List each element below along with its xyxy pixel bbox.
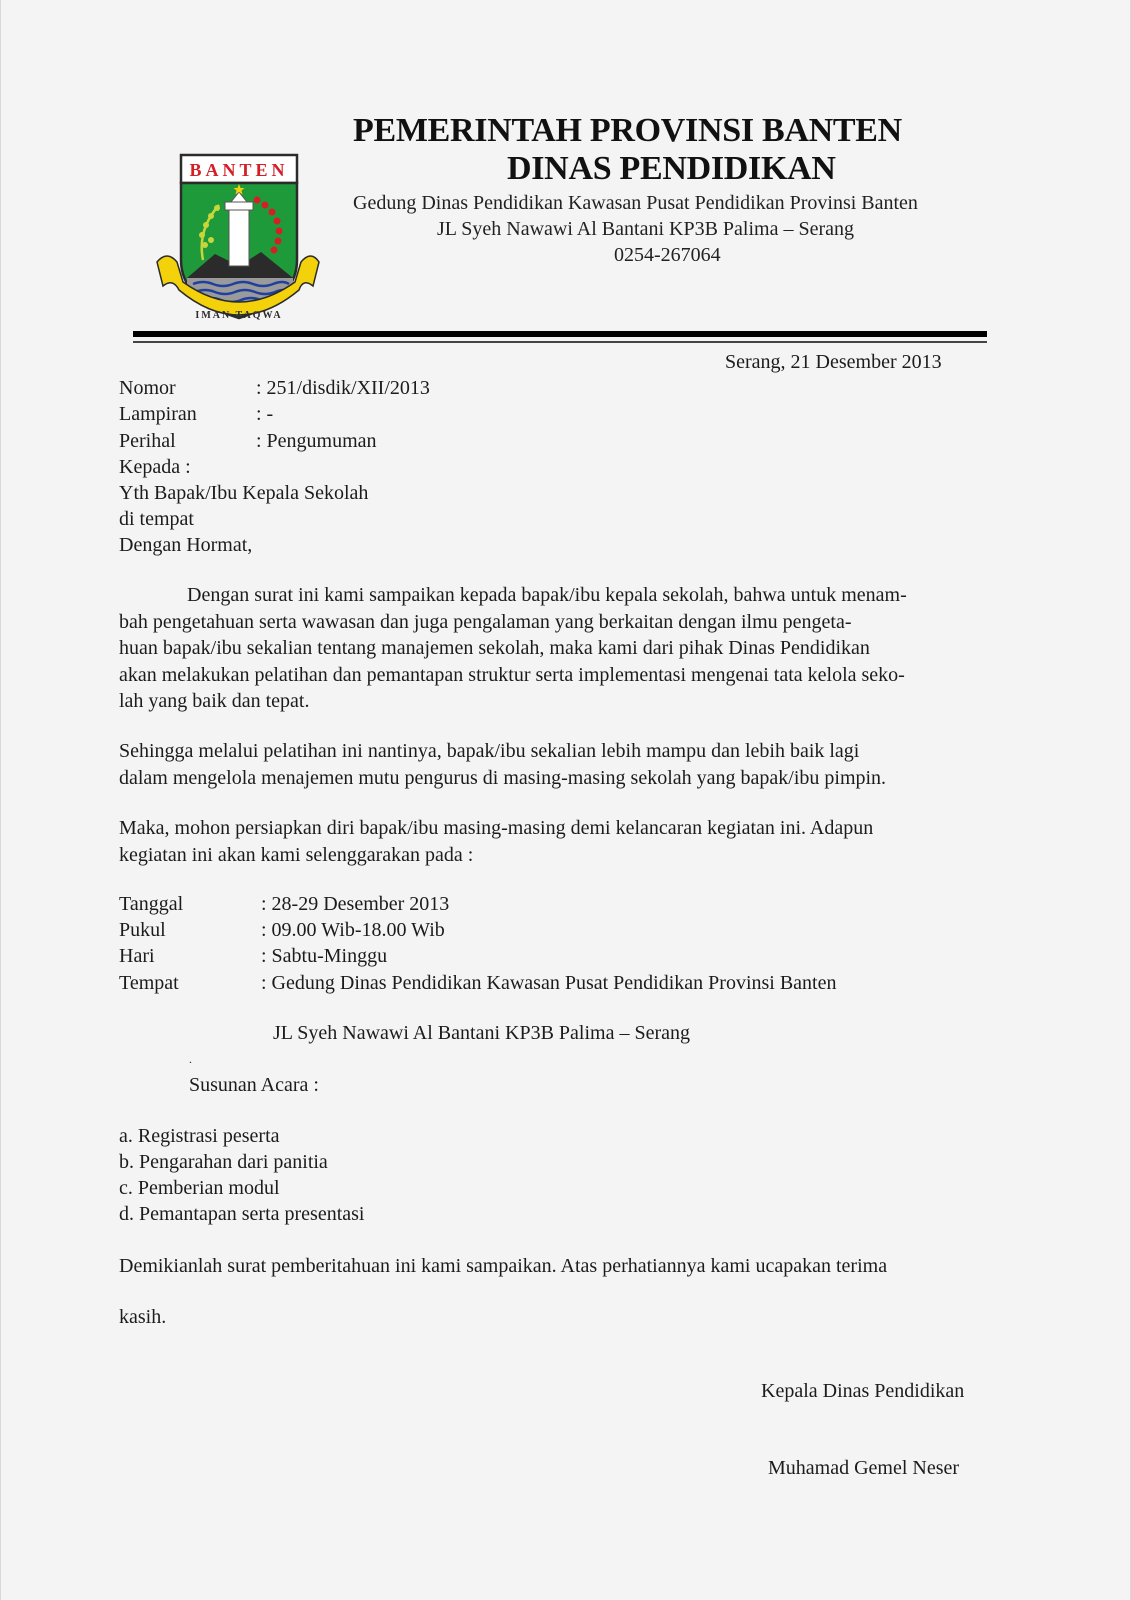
schedule-value-pukul: : 09.00 Wib-18.00 Wib [261,919,445,941]
meta-label-nomor: Nomor [119,377,176,399]
paragraph-line: huan bapak/ibu sekalian tentang manajemen sekolah, maka kami dari pihak Dinas Pendidikan [119,637,870,659]
recipient-name: Yth Bapak/Ibu Kepala Sekolah [119,482,369,504]
header-phone: 0254-267064 [614,244,721,266]
paragraph-line: kegiatan ini akan kami selenggarakan pada : [119,843,474,866]
place-date: Serang, 21 Desember 2013 [725,351,942,373]
agenda-item: a. Registrasi peserta [119,1125,280,1147]
closing-statement: Demikianlah surat pemberitahuan ini kami sampaikan. Atas perhatiannya kami ucapakan terima [119,1255,888,1277]
schedule-value-hari: : Sabtu-Minggu [261,945,388,967]
meta-value-perihal: : Pengumuman [256,430,377,452]
paragraph-line: akan melakukan pelatihan dan pemantapan struktur serta implementasi mengenai tata kelola seko- [119,663,905,686]
schedule-value-tempat: : Gedung Dinas Pendidikan Kawasan Pusat Pendidikan Provinsi Banten [261,972,837,994]
agenda-item: d. Pemantapan serta presentasi [119,1203,365,1225]
header-divider-thin [133,341,987,343]
signature-name: Muhamad Gemel Neser [768,1457,960,1479]
closing-statement-end: kasih. [119,1306,167,1328]
header-divider-thick [133,331,987,337]
paragraph-line: Sehingga melalui pelatihan ini nantinya, bapak/ibu sekalian lebih mampu dan lebih baik lagi [119,740,860,762]
paragraph-line: bah pengetahuan serta wawasan dan juga pengalaman yang berkaitan dengan ilmu pengeta- [119,610,852,633]
header-title-government: PEMERINTAH PROVINSI BANTEN [353,112,902,149]
paragraph-line: dalam mengelola menajemen mutu pengurus di masing-masing sekolah yang bapak/ibu pimpin. [119,766,887,789]
header-title-department: DINAS PENDIDIKAN [507,150,836,187]
venue-address: JL Syeh Nawawi Al Bantani KP3B Palima – Serang [273,1022,690,1044]
schedule-label-tempat: Tempat [119,972,179,994]
paragraph-line: lah yang baik dan tepat. [119,690,310,712]
schedule-label-hari: Hari [119,945,155,967]
header-address-building: Gedung Dinas Pendidikan Kawasan Pusat Pendidikan Provinsi Banten [353,192,918,214]
agenda-item: b. Pengarahan dari panitia [119,1151,328,1173]
banten-coat-of-arms-icon [153,150,323,330]
schedule-label-tanggal: Tanggal [119,893,184,915]
paragraph-intro [119,582,1016,715]
agenda-item: c. Pemberian modul [119,1177,280,1199]
signature-title: Kepala Dinas Pendidikan [761,1380,965,1402]
meta-value-lampiran: : - [256,403,274,425]
schedule-value-tanggal: : 28-29 Desember 2013 [261,893,450,915]
agenda-title: Susunan Acara : [189,1074,319,1096]
schedule-label-pukul: Pukul [119,919,166,941]
header-address-street: JL Syeh Nawawi Al Bantani KP3B Palima – Serang [437,218,854,240]
greeting: Dengan Hormat, [119,534,253,556]
paragraph-request [119,815,1016,868]
paragraph-purpose [119,738,1016,791]
svg-text:BANTEN: BANTEN [189,160,289,180]
paragraph-line: Maka, mohon persiapkan diri bapak/ibu masing-masing demi kelancaran kegiatan ini. Adapun [119,817,874,839]
recipient-place: di tempat [119,508,194,530]
meta-label-lampiran: Lampiran [119,403,197,425]
recipient-label: Kepada : [119,456,191,478]
stray-dot: . [189,1052,192,1066]
meta-label-perihal: Perihal [119,430,176,452]
paragraph-line: Dengan surat ini kami sampaikan kepada bapak/ibu kepala sekolah, bahwa untuk menam- [187,584,907,606]
svg-text:IMAN TAQWA: IMAN TAQWA [195,310,283,321]
meta-value-nomor: : 251/disdik/XII/2013 [256,377,430,399]
